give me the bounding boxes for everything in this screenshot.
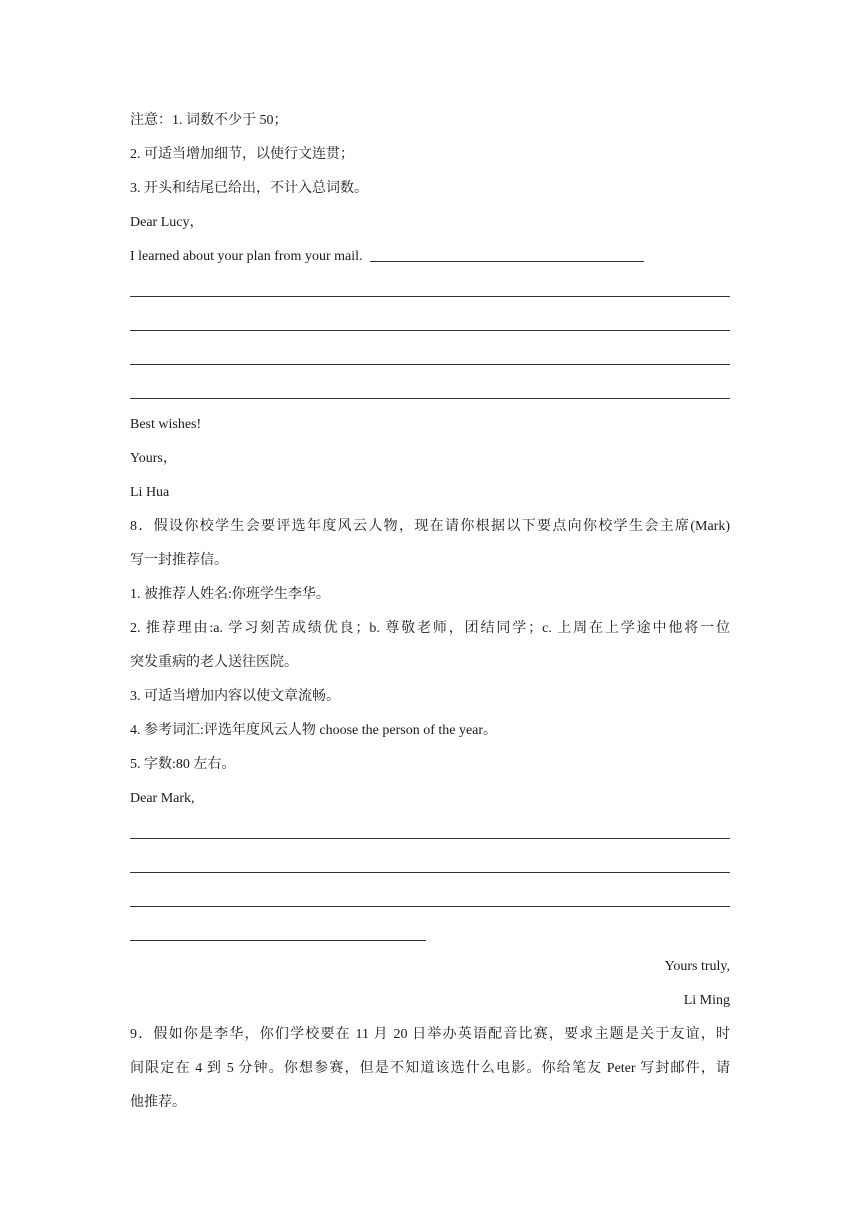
q7-signature: Li Hua [130,485,170,500]
q8-point-2-line-1: 2. 推荐理由:a. 学习刻苦成绩优良；b. 尊敬老师，团结同学；c. 上周在上学途中他将一位 [130,621,730,636]
answer-line [130,838,730,839]
q7-opening-line [130,247,730,267]
answer-line [130,364,730,365]
q7-closing-1: Best wishes! [130,417,202,432]
q8-closing: Yours truly, [664,959,730,974]
q7-opening: I learned about your plan from your mail. [130,249,363,264]
answer-blank [370,261,644,262]
q9-prompt-line-3: 他推荐。 [130,1095,186,1110]
q7-salutation: Dear Lucy， [130,215,204,230]
q8-point-3: 3. 可适当增加内容以使文章流畅。 [130,689,340,704]
q7-closing-2: Yours， [130,451,177,466]
q8-prompt-line-1: 8．假设你校学生会要评选年度风云人物，现在请你根据以下要点向你校学生会主席(Mark) [130,519,730,534]
q8-point-4: 4. 参考词汇:评选年度风云人物 choose the person of the year。 [130,723,498,738]
answer-line [130,330,730,331]
q8-signature: Li Ming [683,993,730,1008]
answer-line [130,296,730,297]
q8-salutation: Dear Mark, [130,791,195,806]
q8-point-5: 5. 字数:80 左右。 [130,757,236,772]
q9-prompt-line-2: 间限定在 4 到 5 分钟。你想参赛，但是不知道该选什么电影。你给笔友 Peter 写封邮件，请 [130,1061,730,1076]
answer-line [130,906,730,907]
q8-prompt-line-2: 写一封推荐信。 [130,553,228,568]
q9-prompt-line-1: 9．假如你是李华，你们学校要在 11 月 20 日举办英语配音比赛，要求主题是关于友谊，时 [130,1027,730,1042]
q7-note-1: 注意：1. 词数不少于 50； [130,113,288,128]
answer-line [130,940,426,941]
q8-point-1: 1. 被推荐人姓名:你班学生李华。 [130,587,330,602]
q7-note-2: 2. 可适当增加细节，以使行文连贯； [130,147,354,162]
q8-point-2-line-2: 突发重病的老人送往医院。 [130,655,298,670]
answer-line [130,398,730,399]
q7-note-3: 3. 开头和结尾已给出，不计入总词数。 [130,181,368,196]
answer-line [130,872,730,873]
